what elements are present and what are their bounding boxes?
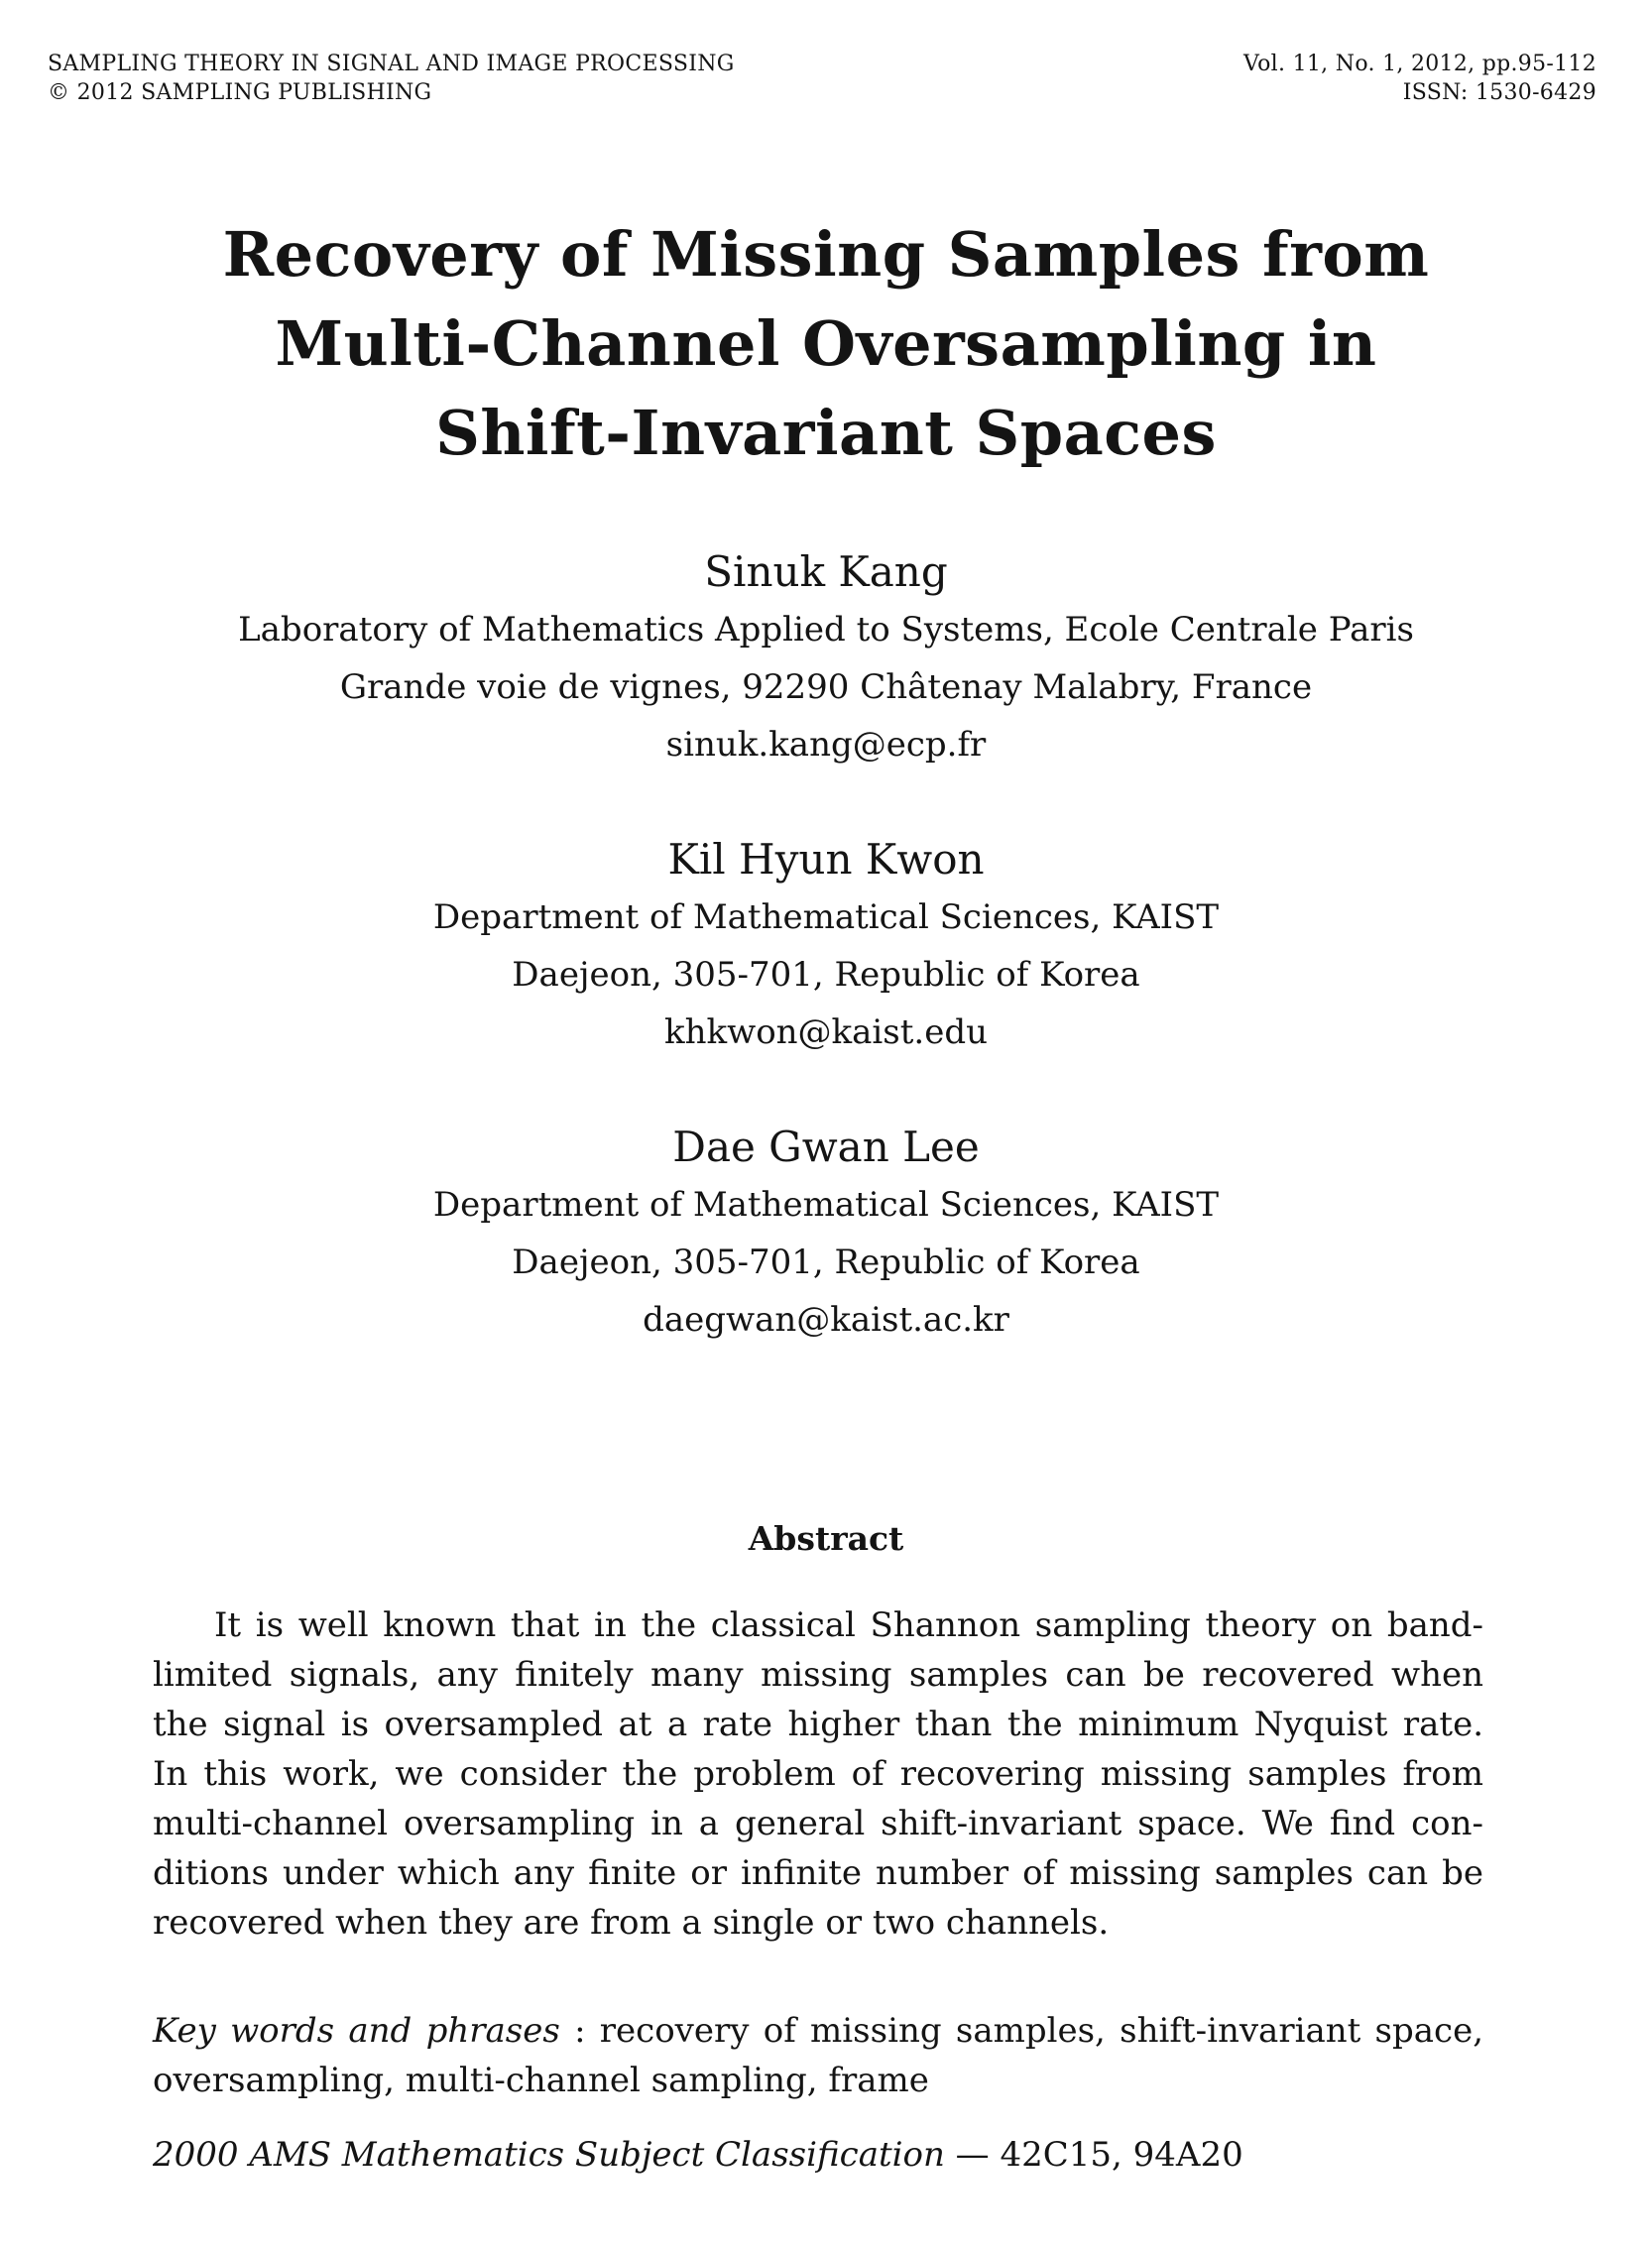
abstract-line: In this work, we consider the problem of recovering missing samples from <box>153 1754 1483 1794</box>
author-address: Grande voie de vignes, 92290 Châtenay Malabry, France <box>339 667 1313 707</box>
msc-codes: 42C15, 94A20 <box>1000 2135 1243 2175</box>
abstract-body <box>153 1600 1483 1948</box>
author-name: Kil Hyun Kwon <box>667 835 985 884</box>
issn: ISSN: 1530-6429 <box>1402 80 1596 105</box>
running-header-left <box>48 50 735 107</box>
volume-info: Vol. 11, No. 1, 2012, pp.95-112 <box>1242 52 1596 76</box>
msc-label: 2000 AMS Mathematics Subject Classification <box>153 2135 945 2175</box>
keywords-text-1: recovery of missing samples, shift-invariant space, <box>599 2011 1484 2051</box>
author-block-1 <box>0 543 1652 773</box>
author-name: Sinuk Kang <box>704 547 948 596</box>
abstract-line: It is well known that in the classical Shannon sampling theory on band- <box>214 1605 1483 1645</box>
author-address: Daejeon, 305-701, Republic of Korea <box>512 1243 1140 1282</box>
keywords <box>153 2006 1483 2105</box>
author-affiliation: Laboratory of Mathematics Applied to Systems, Ecole Centrale Paris <box>238 610 1414 650</box>
copyright-line <box>48 78 735 107</box>
abstract-line: multi-channel oversampling in a general shift-invariant space. We find con- <box>153 1804 1483 1843</box>
msc-classification <box>153 2130 1483 2180</box>
journal-name: SAMPLING THEORY IN SIGNAL AND IMAGE PROCESSING <box>48 52 735 76</box>
title-line-1: Recovery of Missing Samples from <box>222 218 1430 291</box>
msc-separator: — <box>944 2135 1001 2175</box>
paper-title <box>0 210 1652 478</box>
keywords-line-1 <box>153 2006 1483 2056</box>
copyright-icon: © <box>48 80 70 105</box>
keywords-text-2: oversampling, multi-channel sampling, frame <box>153 2061 929 2100</box>
publisher-name: 2012 SAMPLING PUBLISHING <box>76 80 432 105</box>
running-header-right <box>1243 50 1596 107</box>
abstract-line: limited signals, any finitely many missing samples can be recovered when <box>153 1655 1483 1695</box>
keywords-separator: : <box>559 2011 600 2051</box>
author-affiliation: Department of Mathematical Sciences, KAIST <box>432 1185 1220 1225</box>
abstract-heading: Abstract <box>748 1519 904 1558</box>
author-email: khkwon@kaist.edu <box>663 1012 989 1052</box>
author-block-3 <box>0 1119 1652 1349</box>
keywords-label: Key words and phrases <box>153 2011 560 2051</box>
author-email: daegwan@kaist.ac.kr <box>643 1300 1009 1340</box>
title-line-3: Shift-Invariant Spaces <box>435 397 1217 469</box>
title-line-2: Multi-Channel Oversampling in <box>275 307 1377 380</box>
author-address: Daejeon, 305-701, Republic of Korea <box>512 955 1140 995</box>
abstract-line: the signal is oversampled at a rate higher than the minimum Nyquist rate. <box>153 1705 1483 1744</box>
abstract-line: recovered when they are from a single or two channels. <box>153 1903 1110 1943</box>
author-email: sinuk.kang@ecp.fr <box>665 725 987 765</box>
author-name: Dae Gwan Lee <box>672 1123 980 1171</box>
author-affiliation: Department of Mathematical Sciences, KAIST <box>432 897 1220 937</box>
author-block-2 <box>0 831 1652 1061</box>
abstract-line: ditions under which any finite or infinite number of missing samples can be <box>153 1853 1483 1893</box>
